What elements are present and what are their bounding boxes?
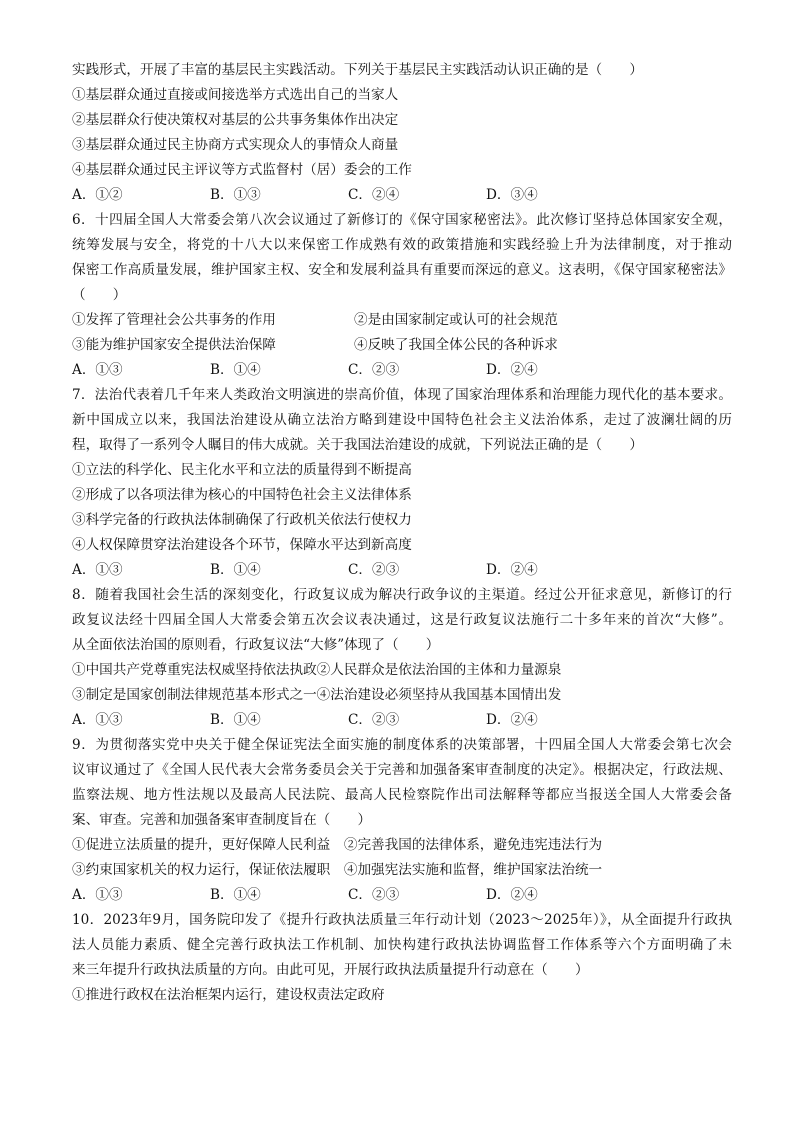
question-5-item-3: ③基层群众通过民主协商方式实现众人的事情众人商量 [72,137,399,153]
option-b[interactable]: B．①④ [210,362,261,378]
option-d[interactable]: D．②④ [486,562,538,578]
option-a[interactable]: A．①③ [72,887,123,903]
question-8-stem-line-2: 政复议法经十四届全国人大常委会第五次会议表决通过，这是行政复议法施行二十多年来的首次“大修”。 [72,612,732,628]
question-7-stem-line-3: 程，取得了一系列令人瞩目的伟大成就。关于我国法治建设的成就，下列说法正确的是（ ） [72,437,643,453]
question-8-items-line-2: ③制定是国家创制法律规范基本形式之一④法治建设必须坚持从我国基本国情出发 [72,687,562,703]
question-6-item-1: ①发挥了管理社会公共事务的作用 [72,312,276,328]
question-6-item-4: ④反映了我国全体公民的各种诉求 [354,337,558,353]
option-d[interactable]: D．③④ [486,187,538,203]
question-10-stem-line-3: 来三年提升行政执法质量的方向。由此可见，开展行政执法质量提升行动意在（ ） [72,962,589,978]
question-6-stem-line-1: 6．十四届全国人大常委会第八次会议通过了新修订的《保守国家秘密法》。此次修订坚持总体国家安全观， [72,212,732,228]
question-8 [72,583,732,733]
exam-page [72,58,732,1008]
question-8-stem-line-3: 从全面依法治国的原则看，行政复议法“大修”体现了（ ） [72,637,440,653]
option-c[interactable]: C．②③ [348,562,400,578]
question-6 [72,208,732,383]
question-9 [72,733,732,908]
question-9-stem-line-1: 9．为贯彻落实党中央关于健全保证宪法全面实施的制度体系的决策部署，十四届全国人大常委会第七次会 [72,737,732,753]
question-9-stem-line-4: 案、审查。完善和加强备案审查制度旨在（ ） [72,812,372,828]
question-7-stem-line-1: 7．法治代表着几千年来人类政治文明演进的崇高价值，体现了国家治理体系和治理能力现代化的基本要求。 [72,387,732,403]
option-b[interactable]: B．①③ [210,187,261,203]
question-8-items-line-1: ①中国共产党尊重宪法权威坚持依法执政②人民群众是依法治国的主体和力量源泉 [72,662,562,678]
question-5-options [72,183,732,208]
question-7-stem-line-2: 新中国成立以来，我国法治建设从确立法治方略到建设中国特色社会主义法治体系，走过了波澜壮阔的历 [72,412,732,428]
question-6-stem-line-2: 统筹发展与安全，将党的十八大以来保密工作成熟有效的政策措施和实践经验上升为法律制度，对于推动 [72,237,732,253]
question-6-stem-line-3: 保密工作高质量发展，维护国家主权、安全和发展利益具有重要而深远的意义。这表明，《保守国家秘密法》 [72,262,732,278]
question-9-options [72,883,732,908]
question-10-stem-line-2: 法人员能力素质、健全完善行政执法工作机制、加快构建行政执法协调监督工作体系等六个方面明确了未 [72,937,732,953]
question-8-stem-line-1: 8．随着我国社会生活的深刻变化，行政复议成为解决行政争议的主渠道。经过公开征求意见，新修订的行 [72,587,732,603]
question-6-items-row-1 [72,308,732,333]
option-d[interactable]: D．②④ [486,362,538,378]
option-a[interactable]: A．①③ [72,712,123,728]
question-10-stem-line-1: 10．2023年9月，国务院印发了《提升行政执法质量三年行动计划（2023～2025年）》，从全面提升行政执 [72,912,732,928]
question-5-item-4: ④基层群众通过民主评议等方式监督村（居）委会的工作 [72,162,412,178]
question-7-options [72,558,732,583]
question-6-item-2: ②是由国家制定或认可的社会规范 [354,312,558,328]
question-5 [72,58,732,208]
question-9-stem-line-3: 监察法规、地方性法规以及最高人民法院、最高人民检察院作出司法解释等都应当报送全国人大常委会备 [72,787,732,803]
question-5-item-1: ①基层群众通过直接或间接选举方式选出自己的当家人 [72,87,399,103]
question-10 [72,908,732,1008]
option-c[interactable]: C．②④ [348,187,400,203]
question-9-items-line-2: ③约束国家机关的权力运行，保证依法履职 ④加强宪法实施和监督，维护国家法治统一 [72,862,603,878]
option-d[interactable]: D．②④ [486,712,538,728]
question-9-stem-line-2: 议审议通过了《全国人民代表大会常务委员会关于完善和加强备案审查制度的决定》。根据决定，行政法规、 [72,762,732,778]
option-d[interactable]: D．②④ [486,887,538,903]
question-7-item-2: ②形成了以各项法律为核心的中国特色社会主义法律体系 [72,487,412,503]
question-6-stem-line-4: （ ） [72,287,127,303]
option-a[interactable]: A．①③ [72,362,123,378]
question-10-item-1: ①推进行政权在法治框架内运行，建设权责法定政府 [72,987,385,1003]
question-6-items-row-2 [72,333,732,358]
option-c[interactable]: C．②③ [348,362,400,378]
option-a[interactable]: A．①② [72,187,123,203]
question-9-items-line-1: ①促进立法质量的提升，更好保障人民利益 ②完善我国的法律体系，避免违宪违法行为 [72,837,603,853]
option-b[interactable]: B．①④ [210,562,261,578]
question-5-item-2: ②基层群众行使决策权对基层的公共事务集体作出决定 [72,112,399,128]
question-8-options [72,708,732,733]
option-b[interactable]: B．①④ [210,887,261,903]
question-6-item-3: ③能为维护国家安全提供法治保障 [72,337,276,353]
question-5-stem-continued: 实践形式，开展了丰富的基层民主实践活动。下列关于基层民主实践活动认识正确的是（ ） [72,62,643,78]
question-7-item-3: ③科学完备的行政执法体制确保了行政机关依法行使权力 [72,512,412,528]
option-c[interactable]: C．②③ [348,712,400,728]
question-6-options [72,358,732,383]
question-7-item-4: ④人权保障贯穿法治建设各个环节，保障水平达到新高度 [72,537,412,553]
question-7 [72,383,732,583]
option-a[interactable]: A．①③ [72,562,123,578]
option-b[interactable]: B．①④ [210,712,261,728]
option-c[interactable]: C．②③ [348,887,400,903]
question-7-item-1: ①立法的科学化、民主化水平和立法的质量得到不断提高 [72,462,412,478]
